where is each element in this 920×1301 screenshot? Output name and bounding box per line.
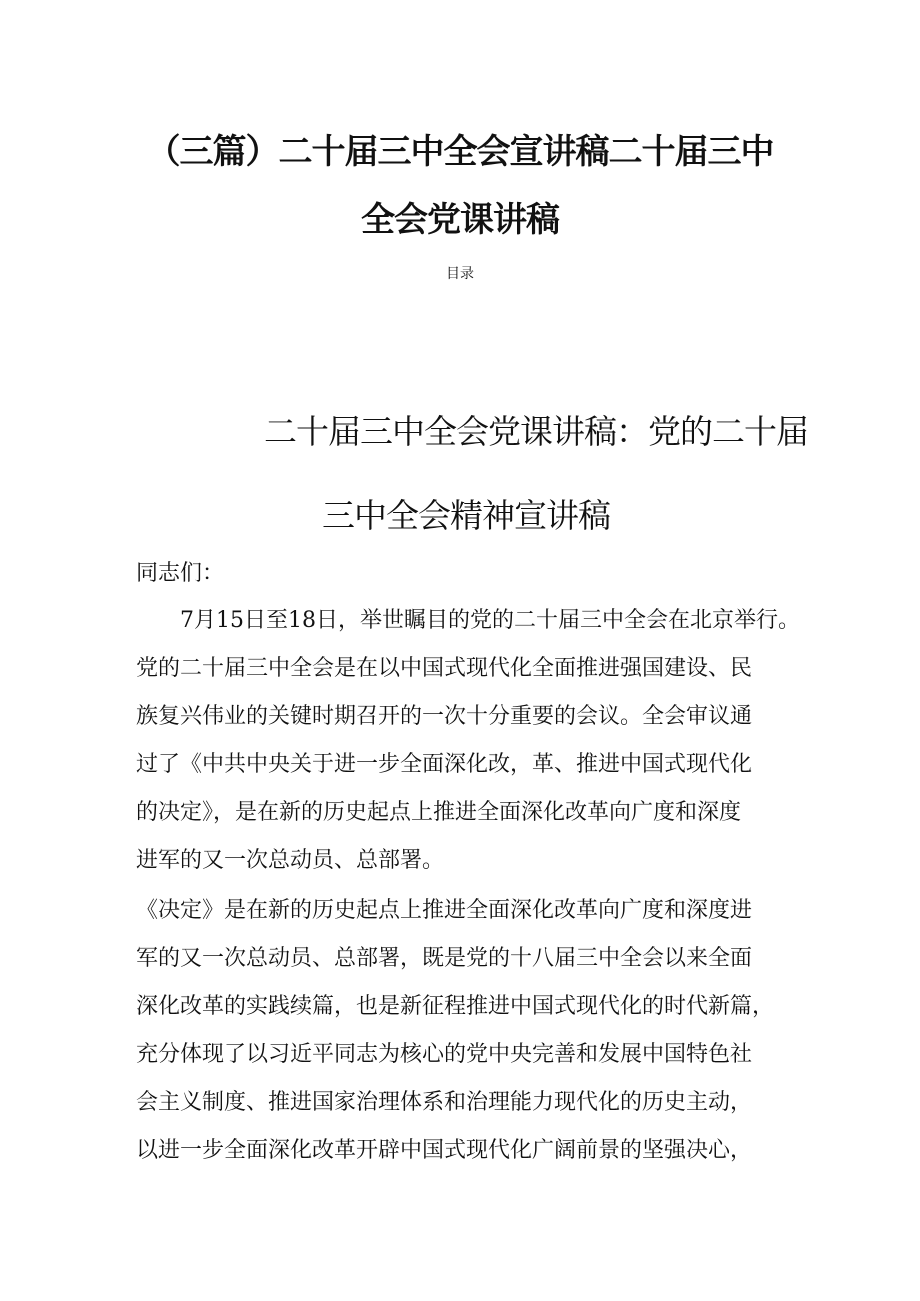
body-line: 族复兴伟业的关键时期召开的一次十分重要的会议。全会审议通 <box>136 704 753 729</box>
body-line: 充分体现了以习近平同志为核心的党中央完善和发展中国特色社 <box>136 1042 753 1067</box>
body-line: 过了《中共中央关于进一步全面深化改，革、推进中国式现代化 <box>136 752 753 777</box>
body-line: 党的二十届三中全会是在以中国式现代化全面推进强国建设、民 <box>136 656 753 681</box>
salutation: 同志们： <box>136 561 225 586</box>
body-line: 会主义制度、推进国家治理体系和治理能力现代化的历史主动， <box>136 1090 753 1115</box>
body-line: 7月15日至18日，举世瞩目的党的二十届三中全会在北京举行。 <box>136 608 800 633</box>
body-line: 的决定》，是在新的历史起点上推进全面深化改革向广度和深度 <box>136 800 742 825</box>
body-line: 军的又一次总动员、总部署，既是党的十八届三中全会以来全面 <box>136 946 753 971</box>
table-of-contents-label: 目录 <box>446 266 474 282</box>
document-title-line-1: （三篇）二十届三中全会宣讲稿二十届三中 <box>146 132 774 172</box>
body-line: 《决定》是在新的历史起点上推进全面深化改革向广度和深度进 <box>136 898 753 923</box>
section-title-line-2: 三中全会精神宣讲稿 <box>322 496 610 535</box>
body-line: 以进一步全面深化改革开辟中国式现代化广阔前景的坚强决心， <box>136 1138 753 1163</box>
body-line: 进军的又一次总动员、总部署。 <box>136 848 445 873</box>
section-title-line-1: 二十届三中全会党课讲稿：党的二十届 <box>264 412 808 451</box>
body-line: 深化改革的实践续篇，也是新征程推进中国式现代化的时代新篇， <box>136 994 775 1019</box>
document-title-line-2: 全会党课讲稿 <box>361 200 559 240</box>
